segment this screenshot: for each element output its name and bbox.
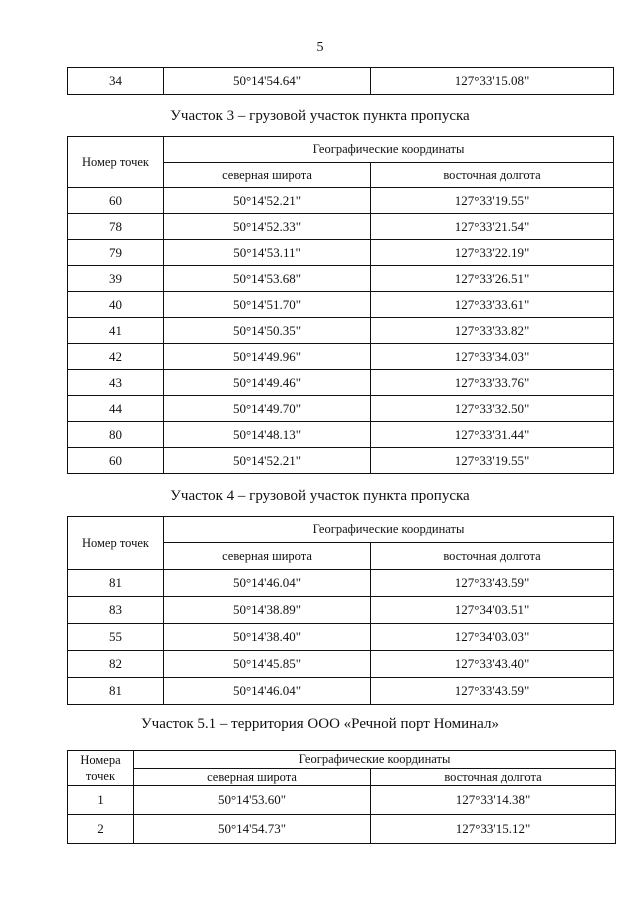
point-number-cell: 78 [68, 214, 164, 240]
table-row [68, 448, 614, 474]
point-number-cell: 41 [68, 318, 164, 344]
longitude-cell: 127°33'43.59" [371, 678, 614, 705]
longitude-cell: 127°33'21.54" [371, 214, 614, 240]
column-header-latitude: северная широта [164, 543, 371, 570]
longitude-cell: 127°33'34.03" [371, 344, 614, 370]
latitude-cell: 50°14'52.21" [164, 188, 371, 214]
longitude-cell: 127°33'22.19" [371, 240, 614, 266]
column-header-coordinates: Географические координаты [164, 137, 614, 163]
section-title: Участок 3 – грузовой участок пункта пропуска [170, 108, 470, 124]
longitude-cell: 127°33'33.76" [371, 370, 614, 396]
latitude-cell: 50°14'54.73" [134, 815, 371, 844]
longitude-cell: 127°33'33.82" [371, 318, 614, 344]
latitude-cell: 50°14'53.11" [164, 240, 371, 266]
table-row [68, 651, 614, 678]
table-row [68, 396, 614, 422]
latitude-cell: 50°14'49.96" [164, 344, 371, 370]
coordinates-table [67, 516, 614, 705]
longitude-cell: 127°33'14.38" [371, 786, 616, 815]
column-header-longitude: восточная долгота [371, 543, 614, 570]
latitude-cell: 50°14'52.33" [164, 214, 371, 240]
section-title: Участок 4 – грузовой участок пункта пропуска [170, 488, 470, 504]
table-row [68, 815, 616, 844]
longitude-cell: 127°33'43.40" [371, 651, 614, 678]
latitude-cell: 50°14'51.70" [164, 292, 371, 318]
point-number-cell: 34 [68, 68, 164, 95]
latitude-cell: 50°14'52.21" [164, 448, 371, 474]
column-header-point: Номер точек [68, 137, 164, 188]
table-row [68, 214, 614, 240]
coordinates-table [67, 136, 614, 474]
column-header-point: Номера точек [68, 751, 134, 786]
table-row [68, 68, 614, 95]
table-row [68, 318, 614, 344]
latitude-cell: 50°14'38.40" [164, 624, 371, 651]
table-row [68, 624, 614, 651]
point-number-cell: 81 [68, 570, 164, 597]
column-header-longitude: восточная долгота [371, 769, 616, 786]
table-row [68, 570, 614, 597]
table-row [68, 678, 614, 705]
latitude-cell: 50°14'49.70" [164, 396, 371, 422]
longitude-cell: 127°33'43.59" [371, 570, 614, 597]
column-header-longitude: восточная долгота [371, 163, 614, 188]
point-number-cell: 2 [68, 815, 134, 844]
point-number-cell: 60 [68, 188, 164, 214]
point-number-cell: 80 [68, 422, 164, 448]
column-header-latitude: северная широта [164, 163, 371, 188]
longitude-cell: 127°33'15.12" [371, 815, 616, 844]
table-row [68, 370, 614, 396]
latitude-cell: 50°14'45.85" [164, 651, 371, 678]
longitude-cell: 127°34'03.03" [371, 624, 614, 651]
latitude-cell: 50°14'53.68" [164, 266, 371, 292]
point-number-cell: 83 [68, 597, 164, 624]
point-number-cell: 39 [68, 266, 164, 292]
point-number-cell: 60 [68, 448, 164, 474]
table-row [68, 188, 614, 214]
longitude-cell: 127°34'03.51" [371, 597, 614, 624]
latitude-cell: 50°14'50.35" [164, 318, 371, 344]
table-row [68, 240, 614, 266]
section-title: Участок 5.1 – территория ООО «Речной порт Номинал» [141, 716, 499, 732]
column-header-latitude: северная широта [134, 769, 371, 786]
longitude-cell: 127°33'15.08" [371, 68, 614, 95]
table-row [68, 266, 614, 292]
page-number: 5 [316, 40, 324, 55]
point-number-cell: 42 [68, 344, 164, 370]
point-number-cell: 79 [68, 240, 164, 266]
longitude-cell: 127°33'19.55" [371, 188, 614, 214]
point-number-cell: 40 [68, 292, 164, 318]
latitude-cell: 50°14'46.04" [164, 678, 371, 705]
longitude-cell: 127°33'32.50" [371, 396, 614, 422]
longitude-cell: 127°33'19.55" [371, 448, 614, 474]
longitude-cell: 127°33'31.44" [371, 422, 614, 448]
point-number-cell: 1 [68, 786, 134, 815]
table-row [68, 786, 616, 815]
table-row [68, 292, 614, 318]
longitude-cell: 127°33'26.51" [371, 266, 614, 292]
table-row [68, 597, 614, 624]
latitude-cell: 50°14'48.13" [164, 422, 371, 448]
continuation-table [67, 67, 614, 95]
column-header-coordinates: Географические координаты [164, 517, 614, 543]
point-number-cell: 81 [68, 678, 164, 705]
coordinates-table [67, 750, 616, 844]
longitude-cell: 127°33'33.61" [371, 292, 614, 318]
point-number-cell: 43 [68, 370, 164, 396]
table-row [68, 344, 614, 370]
latitude-cell: 50°14'54.64" [164, 68, 371, 95]
point-number-cell: 55 [68, 624, 164, 651]
latitude-cell: 50°14'38.89" [164, 597, 371, 624]
point-number-cell: 44 [68, 396, 164, 422]
latitude-cell: 50°14'49.46" [164, 370, 371, 396]
point-number-cell: 82 [68, 651, 164, 678]
column-header-point: Номер точек [68, 517, 164, 570]
latitude-cell: 50°14'53.60" [134, 786, 371, 815]
latitude-cell: 50°14'46.04" [164, 570, 371, 597]
table-row [68, 422, 614, 448]
column-header-coordinates: Географические координаты [134, 751, 616, 769]
